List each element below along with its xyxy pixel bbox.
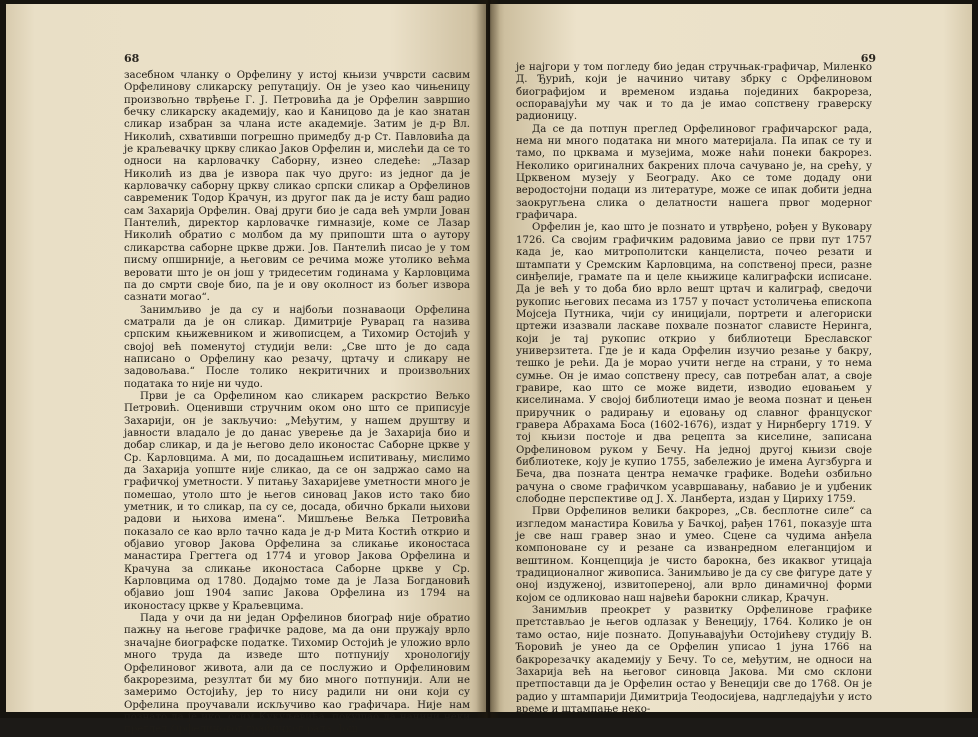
paragraph: Први Орфелинов велики бакрорез, „Св. бесплотне силе“ са изгледом манастира Ковиља у Бачкој, рађен 1761, показује шта је све наш гравер знао и умео. Сцене са чудима анђела компоноване су и резане са изванредном елеганцијом и вештином. Концепција је чисто барокна, без икаквог утицаја традиционалног живописа. Занимљиво је да су све фигуре дате у оној издуженој, извитопереној, али врло динамичној форми којом се одликовао наш највећи барокни сликар, Крачун. [516, 506, 872, 604]
page-number-left: 68 [124, 52, 140, 65]
book-gutter [476, 0, 500, 718]
paragraph: Орфелин је, као што је познато и утврђено, рођен у Вуковару 1726. Са својим графичким радовима јавио се први пут 1757 када је, као митрополитски канцелиста, почео резати и штампати у Сремским Карловцима, на сопственој преси, разне синђелије, грамате па и целе књижице калиграфски исписане. Да је већ у то доба био врло вешт цртач и калиграф, сведочи рукопис његових песама из 1757 у почаст устоличења епископа Мојсеја Путника, чији су иницијали, портрети и алегориски цртежи изазвали ласкаве похвале познатог слависте Неринга, који је тај рукопис открио у библиотеци Бреславског универзитета. Где је и када Орфелин изучио резање у бакру, тешко је рећи. Да је морао учити негде на страни, у то нема сумње. Он је имао сопствену пресу, сав потребан алат, а своје гравире, као што се може видети, изводио еџовањем у киселинама. У својој библиотеци имао је веома познат и цењен приручник о радирању и еџовању од славног француског гравера Абрахама Боса (1602-1676), издат у Нирнбергу 1719. У тој књизи постоје и два рецепта за киселине, записана Орфелиновом руком у Бечу. На једној другој књизи своје библиотеке, коју је купио 1755, забележио је имена Аугзбурга и Беча, два позната центра немачке графике. Водећи озбиљно рачуна о своме графичком усавршавању, набавио је и уџбеник слободне перспективе од Ј. Х. Ланберта, издан у Цириху 1759. [516, 222, 872, 506]
page-number-right: 69 [860, 52, 876, 65]
left-page [6, 4, 486, 736]
paragraph: Први је са Орфелином као сликарем раскрстио Вељко Петровић. Оценивши стручним оком оно што се приписује Захарији, он је закључио: „Међутим, у нашем друштву и јавности владало је до данас уверење да је Захарија био и добар сликар, и да је његово дело иконостас Саборне цркве у Ср. Карловцима. А ми, по досадашњем испитивању, мислимо да Захарија уопште није сликао, да се он задржао само на графичкој уметности. У питању Захаријеве уметности много је помешао, утоло што је његов синовац Јаков исто тако био уметник, и то сликар, па су се, досада, обично бркали њихови радови и њихова имена“. Мишљење Вељка Петровића показало се као врло тачно када је д-р Мита Костић открио и објавио уговор Јакова Орфелина за сликање иконостаса манастира Грегтега од 1774 и уговор Јакова Орфелина и Крачуна за сликање иконостаса Саборне цркве у Ср. Карловцима од 1780. Додајмо томе да је Лаза Богдановић објавио још 1904 запис Јакова Орфелина из 1794 на иконостасу цркве у Краљевцима. [124, 390, 470, 612]
right-page [490, 4, 972, 715]
paragraph: је најгори у том погледу био један стручњак-графичар, Миленко Д. Ђурић, који је начинио читаву збрку с Орфелиновом биографијом и временом издања појединих бакрореза, оспоравајући му чак и то да је имао сопствену граверску радионицу. [516, 62, 872, 123]
right-page-body [516, 62, 872, 716]
paragraph: Пада у очи да ни један Орфелинов биограф није обратио пажњу на његове графичке радове, ма да они пружају врло значајне биографске податке. Тихомир Остојић је уложио врло много труда да изведе што потпунију хронологију Орфелиновог живота, али да се послужио и Орфелиновим бакрорезима, резултат би му био много потпунији. Али не замеримо Остојићу, јер то нису радили ни они који су Орфелина проучавали искључиво као графичара. Није нам познато да је ико, осим Кукуљевића, покушао да начини неки преглед Орфелиновог графичког рада. Још [124, 613, 470, 736]
left-page-body [124, 70, 470, 737]
paragraph: засебном чланку о Орфелину у истој књизи учврсти сасвим Орфелинову сликарску репутацију. Он је узео као чињеницу произвољно тврђење Г. Ј. Петровића да је Орфелин завршио бечку сликарску академију, као и Каницово да је као знатан сликар изабран за члана исте академије. Затим је д-р Вл. Николић, схвативши погрешно примедбу д-р Ст. Павловића да је краљевачку цркву сликао Јаков Орфелин и, мислећи да се то односи на карловачку Саборну, изнео следеће: „Лазар Николић из два је извора пак чуо друго: из једног да је карловачку саборну цркву сликао српски сликар а Орфелинов савременик Тодор Крачун, из другог пак да је исту баш радио сам Захарија Орфелин. Овај други био је сада већ умрли Јован Пантелић, директор карловачке гимназије, коме се Лазар Николић обратио с молбом да му припошти шта о аутору сликарства саборне цркве држи. Јов. Пантелић писао је у том писму опширније, а његовим се речима може утолико већма веровати што је он још у тридесетим годинама у Карловцима па до смрти своје био, па је и ову околност из бољег извора сазнати могао“. [124, 70, 470, 304]
paragraph: Занимљиво је да су и најбољи познаваоци Орфелина сматрали да је он сликар. Димитрије Руварац га назива српским књижевником и живописцем, а Тихомир Остојић у својој већ поменутој студији вели: „Све што је до сада написано о Орфелину као резачу, цртачу и сликару не задовољава.“ После толико некритичних и произвољних података то није ни чудо. [124, 304, 470, 390]
paragraph: Да се да потпун преглед Орфелиновог графичарског рада, нема ни много података ни много материјала. Па ипак се ту и тамо, по црквама и музејима, може наћи понеки бакрорез. Неколико оригиналних бакрених плоча сачувано је, на срећу, у Црквеном музеју у Београду. Ако се томе додаду они веродостојни подаци из литературе, може се ипак добити једна заокругљена слика о делатности нашега првог модерног графичара. [516, 123, 872, 222]
paragraph: Занимљив преокрет у развитку Орфелинове графике претстављао је његов одлазак у Венецију, 1764. Колико је он тамо остао, није познато. Допуњавајући Остојићеву студију В. Ћоровић је унео да се Орфелин уписао 1 јуна 1766 на бакрорезачку академију у Бечу. То се, међутим, не односи на Захарија већ на његовог синовца Јакова. Ми смо склони претпоставци да је Орфелин остао у Венецији све до 1768. Он је радио у штампарији Димитрија Теодосијева, надгледајући у исто време и штампање неко- [516, 605, 872, 715]
